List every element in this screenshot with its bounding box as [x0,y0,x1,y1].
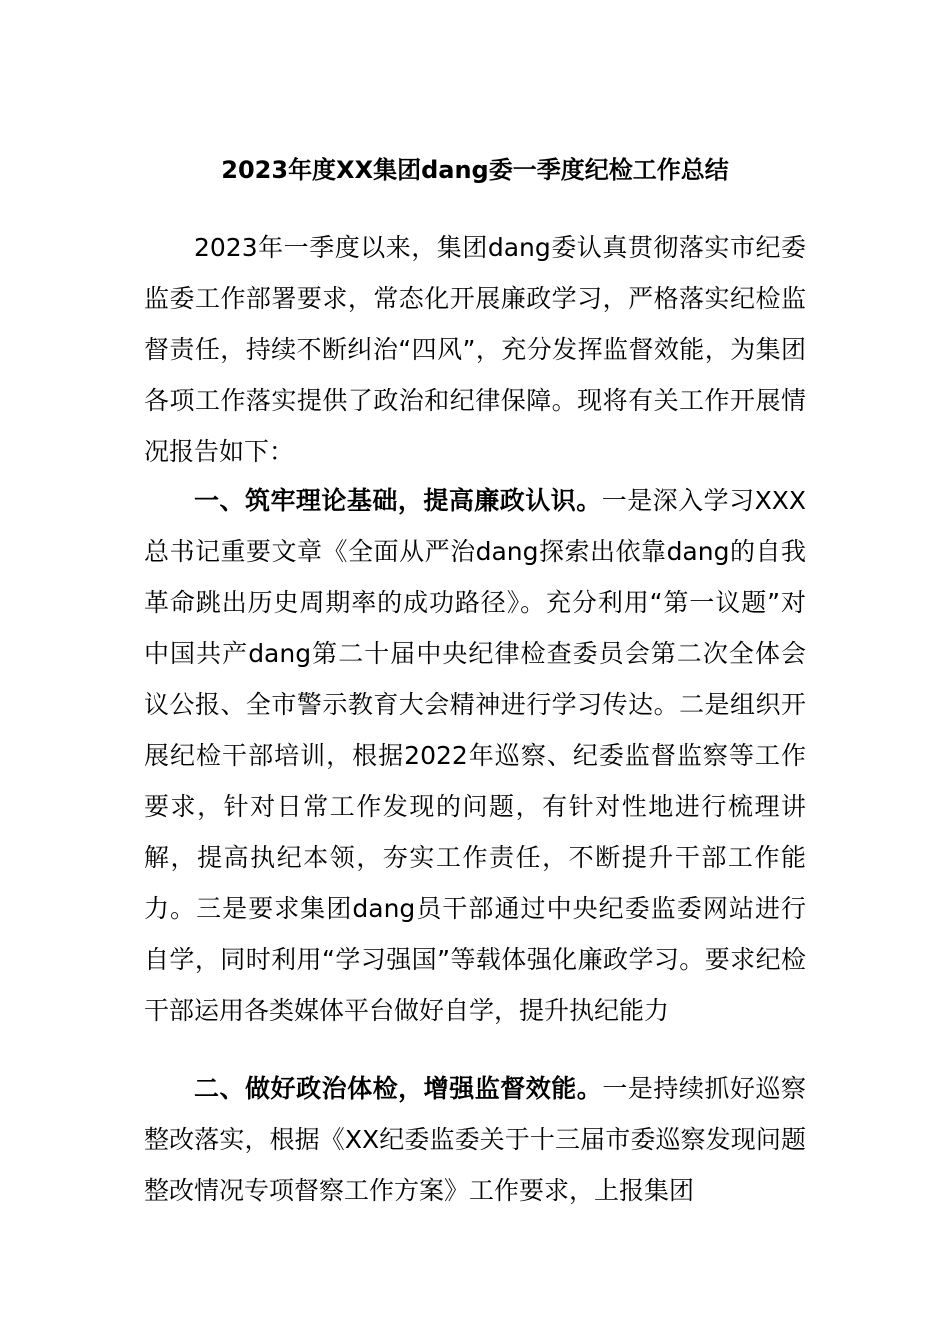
section-one-text: 一是深入学习XXX总书记重要文章《全面从严治dang探索出依靠dang的自我革命跳出历史周期率的成功路径》。充分利用“第一议题”对中国共产dang第二十届中央纪律检查委员会第二次全体会议公报、全市警示教育大会精神进行学习传达。二是组织开展纪检干部培训，根据2022年巡察、纪委监督监察等工作要求，针对日常工作发现的问题，有针对性地进行梳理讲解，提高执纪本领，夯实工作责任，不断提升干部工作能力。三是要求集团dang员干部通过中央纪委监委网站进行自学，同时利用“学习强国”等载体强化廉政学习。要求纪检干部运用各类媒体平台做好自学，提升执纪能力 [144,486,806,1025]
document-title: 2023年度XX集团dang委一季度纪检工作总结 [221,156,729,184]
section-two-heading: 二、做好政治体检，增强监督效能。 [194,1074,603,1103]
paragraph-intro [144,222,806,477]
section-one-heading: 一、筑牢理论基础，提高廉政认识。 [194,486,602,515]
paragraph-section-two [144,1063,806,1216]
section-two-text: 一是持续抓好巡察整改落实，根据《XX纪委监委关于十三届市委巡察发现问题整改情况专项督察工作方案》工作要求，上报集团 [144,1074,806,1205]
paragraph-intro-text: 2023年一季度以来，集团dang委认真贯彻落实市纪委监委工作部署要求，常态化开展廉政学习，严格落实纪检监督责任，持续不断纠治“四风”，充分发挥监督效能，为集团各项工作落实提供了政治和纪律保障。现将有关工作开展情况报告如下： [144,233,806,466]
paragraph-section-one [144,475,806,1036]
